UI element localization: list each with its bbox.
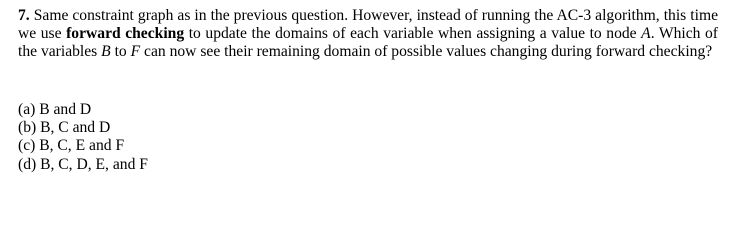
option-d: (d) B, C, D, E, and F: [18, 155, 148, 173]
question-text-part: to: [110, 43, 131, 61]
variable-end: F: [130, 43, 141, 61]
question-text-part: Same constraint graph as in the previous question. However, instead of running the AC-3 algorithm, this time we use: [18, 7, 718, 43]
question-text-part: . Which of the variables: [18, 25, 718, 61]
answer-options: [18, 101, 148, 174]
option-b: (b) B, C and D: [18, 119, 111, 137]
question-text-part: to update the domains of each variable when assigning a value to node: [184, 25, 642, 43]
option-a: (a) B and D: [18, 101, 92, 118]
option-c: (c) B, C, E and F: [18, 137, 125, 155]
bold-term: forward checking: [66, 25, 185, 43]
question-number: 7.: [18, 7, 30, 24]
question-text-part: can now see their remaining domain of possible values changing during forward checking?: [140, 43, 713, 61]
node-variable: A: [641, 25, 651, 43]
question-text: [18, 7, 718, 62]
variable-start: B: [101, 43, 111, 61]
